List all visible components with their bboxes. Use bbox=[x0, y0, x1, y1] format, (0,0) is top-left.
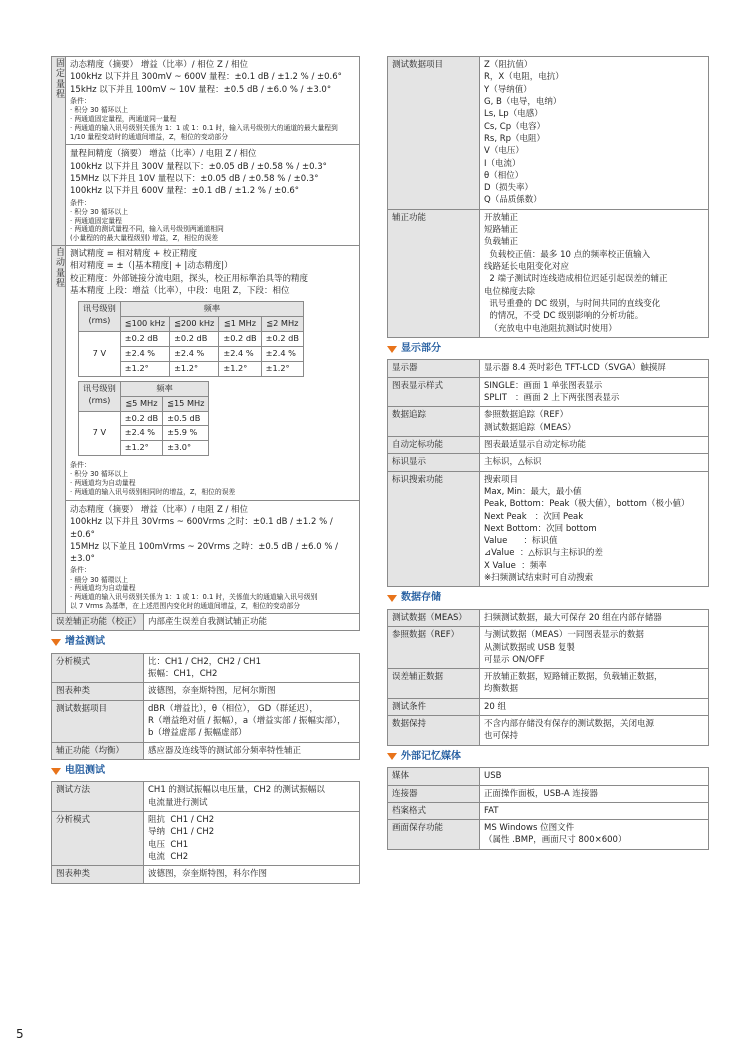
spec-value-line: 正面操作面板，USB-A 连接器 bbox=[484, 788, 598, 799]
external-media-section-heading: 外部记忆媒体 bbox=[387, 750, 709, 765]
spec-label: 辅正功能（均衡） bbox=[52, 742, 144, 759]
triangle-bullet-icon bbox=[51, 639, 61, 646]
spec-value bbox=[144, 683, 360, 700]
fixed-block1-line: 15kHz 以下并且 100mV ~ 10V 量程：±0.5 dB / ±6.0 % / ±3.0° bbox=[70, 84, 332, 95]
level-header: 讯号级别 (rms) bbox=[79, 381, 121, 411]
error-correction-label: 误差辅正功能（校正） bbox=[52, 614, 144, 631]
spec-value-line: 扫频测试数据，最大可保存 20 组在内部存储器 bbox=[484, 612, 662, 623]
external-media-spec-table bbox=[387, 767, 709, 850]
spec-value bbox=[480, 669, 709, 699]
spec-value-line: 感应器及连线等的测试部分频率特性辅正 bbox=[148, 745, 302, 756]
spec-value-line: SPLIT ：画面 2 上下两张图表显示 bbox=[484, 393, 620, 403]
condition-title: 条件： bbox=[70, 96, 91, 105]
spec-value-line: 讯号重叠的 DC 级别，与时间共同的直线变化 bbox=[484, 298, 661, 309]
triangle-bullet-icon bbox=[387, 346, 397, 353]
triangle-bullet-icon bbox=[51, 768, 61, 775]
spec-value bbox=[480, 698, 709, 715]
condition-note: · 两通道的输入讯号级别关係为 1：1 或 1：0.1 时，输入讯号级别大的通道的最大量程到 1/10 量程变动时的通道间增益，Z，相位的变动部分 bbox=[70, 123, 338, 141]
spec-value bbox=[480, 820, 709, 850]
spec-label: 档案格式 bbox=[388, 802, 480, 819]
spec-value-line: I（电流） bbox=[484, 158, 521, 169]
condition-note: · 两通道固定量程 bbox=[70, 216, 122, 225]
spec-value-line: 电压 CH1 bbox=[148, 839, 189, 850]
spec-value-line: θ（相位） bbox=[484, 170, 524, 181]
spec-value-line: 显示器 8.4 英吋彩色 TFT-LCD（SVGA）触摸屏 bbox=[484, 363, 666, 374]
spec-value-line: b（增益虚部 / 振幅虚部） bbox=[148, 728, 247, 739]
spec-label: 画面保存功能 bbox=[388, 820, 480, 850]
accuracy-cell: ±0.2 dB bbox=[120, 332, 169, 347]
spec-value-line: FAT bbox=[484, 805, 499, 816]
spec-value-line: 主标识，△标识 bbox=[484, 457, 542, 468]
auto-range-vertical-text: 自 动 量 程 bbox=[56, 248, 66, 290]
spec-label: 参照数据（REF） bbox=[388, 627, 480, 669]
accuracy-cell: ±2.4 % bbox=[261, 347, 303, 362]
fixed-range-cell bbox=[66, 57, 360, 246]
spec-row bbox=[388, 407, 709, 437]
spec-value-line: 开放辅正数据，短路辅正数据，负载辅正数据， bbox=[484, 672, 663, 683]
condition-note: · 两通道均为自动量程 bbox=[70, 584, 136, 593]
condition-note: · 两通道的输入讯号级别相同时的增益，Z，相位的误差 bbox=[70, 488, 236, 497]
spec-value-line: 不含内部存储没有保存的测试数据，关闭电源 bbox=[484, 719, 655, 730]
auto-block1-line: 校正精度：外部链接分流电阻，探头，校正用标準治具等的精度 bbox=[70, 273, 309, 284]
spec-row bbox=[388, 698, 709, 715]
spec-value-line: MS Windows 位图文件 bbox=[484, 823, 575, 834]
spec-value-line: 参照数据追踪（REF） bbox=[484, 410, 569, 421]
spec-label: 分析模式 bbox=[52, 653, 144, 683]
accuracy-cell: ±0.2 dB bbox=[261, 332, 303, 347]
spec-value-line: G, B（电导，电纳） bbox=[484, 96, 562, 107]
basic-accuracy-table-2 bbox=[78, 381, 209, 456]
spec-value-line: （属性 .BMP，画面尺寸 800×600） bbox=[484, 835, 627, 846]
spec-value-line: 电流 CH2 bbox=[148, 851, 189, 862]
spec-value-line: Q（品质係数） bbox=[484, 195, 542, 206]
spec-value-line: 线路延长电阻变化对应 bbox=[484, 262, 570, 272]
fixed-block2 bbox=[66, 144, 359, 243]
spec-row bbox=[52, 812, 360, 866]
spec-label: 显示器 bbox=[388, 360, 480, 377]
accuracy-cell: ±1.2° bbox=[170, 361, 219, 376]
spec-label: 连接器 bbox=[388, 785, 480, 802]
spec-row bbox=[388, 360, 709, 377]
spec-value bbox=[144, 653, 360, 683]
accuracy-cell: ±2.4 % bbox=[120, 347, 169, 362]
freq-header: 频率 bbox=[120, 381, 209, 396]
accuracy-cell: ±0.5 dB bbox=[163, 411, 209, 426]
storage-section-heading: 数据存储 bbox=[387, 591, 709, 606]
spec-value-line: 比：CH1 / CH2，CH2 / CH1 bbox=[148, 656, 261, 667]
auto-range-cell bbox=[66, 246, 360, 614]
auto-block1-line: 测试精度 = 相对精度 + 校正精度 bbox=[70, 249, 198, 260]
auto-block2-line: 100kHz 以下并且 30Vrms ~ 600Vrms 之时：±0.1 dB / ±1.2 % / ±0.6° bbox=[70, 517, 333, 540]
gain-section-heading: 增益测试 bbox=[51, 635, 360, 650]
spec-value-line: 20 组 bbox=[484, 701, 507, 712]
freq-col-header: ≦5 MHz bbox=[120, 396, 162, 411]
spec-row bbox=[52, 742, 360, 759]
right-column bbox=[387, 56, 709, 850]
freq-header: 频率 bbox=[120, 302, 303, 317]
spec-row bbox=[388, 471, 709, 587]
condition-title: 条件： bbox=[70, 566, 91, 575]
condition-note: 以 7 Vrms 為基準，在上述范围内变化时的通道间增益，Z，相位的变动部分 bbox=[70, 602, 301, 611]
spec-value bbox=[144, 782, 360, 812]
spec-value bbox=[480, 768, 709, 785]
condition-title: 条件： bbox=[70, 461, 91, 470]
auto-block1-line: 基本精度 上段：增益（比率），中段：电阻 Z，下段：相位 bbox=[70, 286, 290, 297]
spec-label: 分析模式 bbox=[52, 812, 144, 866]
condition-note: · 两通道的测试量程不同，输入讯号级别两通道相同 bbox=[70, 225, 224, 234]
spec-value bbox=[480, 57, 709, 210]
left-column bbox=[51, 56, 360, 884]
accuracy-cell: ±1.2° bbox=[219, 361, 261, 376]
fixed-block2-title: 量程间精度（摘要） 增益（比率）/ 电阻 Z / 相位 bbox=[70, 149, 257, 160]
spec-value-line: 也可保持 bbox=[484, 731, 519, 742]
condition-note: · 积分 30 循环以上 bbox=[70, 470, 129, 479]
gain-spec-table bbox=[51, 653, 360, 760]
spec-row bbox=[52, 866, 360, 883]
freq-col-header: ≦200 kHz bbox=[170, 317, 219, 332]
accuracy-cell: ±3.0° bbox=[163, 441, 209, 456]
spec-value-line: V（电压） bbox=[484, 146, 524, 157]
spec-label: 测试数据（MEAS） bbox=[388, 609, 480, 626]
spec-value-line: ⊿Value ：△标识与主标识的差 bbox=[484, 548, 603, 559]
spec-row bbox=[388, 820, 709, 850]
spec-value bbox=[480, 377, 709, 407]
spec-label: 图表种类 bbox=[52, 866, 144, 883]
spec-row bbox=[388, 57, 709, 210]
spec-row bbox=[388, 454, 709, 471]
spec-value-line: Peak, Bottom：Peak（极大値），bottom（极小値） bbox=[484, 499, 690, 510]
auto-range-label bbox=[52, 246, 66, 614]
fixed-block2-line: 100kHz 以下并且 300V 量程以下：±0.05 dB / ±0.58 % / ±0.3° bbox=[70, 161, 327, 172]
spec-row bbox=[52, 683, 360, 700]
spec-label: 媒体 bbox=[388, 768, 480, 785]
level-value: 7 V bbox=[79, 411, 121, 456]
storage-spec-table bbox=[387, 609, 709, 746]
spec-value-line: 短路辅正 bbox=[484, 225, 519, 236]
accuracy-cell: ±2.4 % bbox=[120, 426, 162, 441]
fixed-block1-title: 动态精度（摘要） 增益（比率）/ 相位 Z / 相位 bbox=[70, 60, 249, 70]
spec-value-line: 波德图，奈奎斯特图，科尔作图 bbox=[148, 869, 268, 880]
accuracy-cell: ±5.9 % bbox=[163, 426, 209, 441]
spec-value-line: D（损失率） bbox=[484, 183, 534, 194]
fixed-block1-line: 100kHz 以下并且 300mV ~ 600V 量程：±0.1 dB / ±1.2 % / ±0.6° bbox=[70, 72, 342, 83]
spec-value-line: USB bbox=[484, 771, 502, 782]
spec-value-line: Next Bottom：次回 bottom bbox=[484, 523, 597, 534]
freq-col-header: ≦1 MHz bbox=[219, 317, 261, 332]
spec-value-line: Value ：标识值 bbox=[484, 536, 558, 547]
spec-value-line: 与测试数据（MEAS）一同图表显示的数据 bbox=[484, 630, 644, 641]
spec-value bbox=[480, 785, 709, 802]
spec-value bbox=[480, 360, 709, 377]
condition-note: · 两通道均为自动量程 bbox=[70, 479, 136, 488]
basic-accuracy-table-1 bbox=[78, 301, 304, 376]
spec-value-line: dBR（增益比），θ（相位）， GD（群延迟）， bbox=[148, 703, 318, 714]
spec-value bbox=[480, 407, 709, 437]
spec-value-line: Z（阻抗值） bbox=[484, 60, 533, 70]
spec-row bbox=[388, 716, 709, 746]
fixed-block2-line: 15MHz 以下并且 10V 量程以下：±0.05 dB / ±0.58 % / ±0.3° bbox=[70, 174, 319, 185]
accuracy-cell: ±2.4 % bbox=[170, 347, 219, 362]
condition-note: · 两通道固定量程，两通道同一量程 bbox=[70, 114, 177, 123]
error-correction-value: 内部產生误差自我测试辅正功能 bbox=[144, 614, 360, 631]
level-value: 7 V bbox=[79, 332, 121, 377]
level-header: 讯号级别 (rms) bbox=[79, 302, 121, 332]
spec-value-line: 开放辅正 bbox=[484, 212, 519, 223]
spec-row bbox=[388, 609, 709, 626]
fixed-range-label bbox=[52, 57, 66, 246]
spec-row bbox=[388, 785, 709, 802]
freq-col-header: ≦100 kHz bbox=[120, 317, 169, 332]
spec-row bbox=[388, 436, 709, 453]
spec-row bbox=[388, 627, 709, 669]
spec-value-line: 电位梯度去除 bbox=[484, 286, 536, 297]
spec-label: 数据保持 bbox=[388, 716, 480, 746]
spec-value-line: 阻抗 CH1 / CH2 bbox=[148, 815, 215, 826]
spec-value bbox=[480, 454, 709, 471]
spec-label: 标识搜索功能 bbox=[388, 471, 480, 587]
spec-value-line: 图表最适显示自动定标功能 bbox=[484, 439, 587, 450]
auto-block2-title: 动态精度（摘要） 增益（比率）/ 电阻 Z / 相位 bbox=[70, 504, 249, 515]
spec-label: 辅正功能 bbox=[388, 209, 480, 337]
condition-note: · 积分 30 循环以上 bbox=[70, 207, 129, 216]
spec-value-line: 波德图，奈奎斯特图，尼柯尔斯图 bbox=[148, 686, 276, 697]
spec-label: 数据追踪 bbox=[388, 407, 480, 437]
spec-value bbox=[144, 742, 360, 759]
spec-value bbox=[144, 812, 360, 866]
spec-value-line: 振幅：CH1，CH2 bbox=[148, 669, 218, 680]
spec-value-line: 可显示 ON/OFF bbox=[484, 654, 545, 665]
spec-value-line: 搜索项目 bbox=[484, 474, 519, 485]
spec-row bbox=[52, 653, 360, 683]
accuracy-cell: ±2.4 % bbox=[219, 347, 261, 362]
spec-value-line: Y（导纳值） bbox=[484, 84, 532, 95]
spec-value bbox=[480, 627, 709, 669]
auto-block2 bbox=[66, 500, 359, 611]
spec-value bbox=[480, 436, 709, 453]
spec-value-line: R，X（电阻，电抗） bbox=[484, 72, 564, 83]
spec-row bbox=[388, 768, 709, 785]
impedance-section-heading: 电阻测试 bbox=[51, 764, 360, 779]
spec-value bbox=[480, 471, 709, 587]
condition-note: · 积分 30 循环以上 bbox=[70, 106, 129, 115]
fixed-block1 bbox=[70, 59, 355, 141]
spec-value-line: 的情况，不受 DC 级别影响的分析功能。 bbox=[484, 311, 644, 322]
triangle-bullet-icon bbox=[387, 595, 397, 602]
accuracy-cell: ±0.2 dB bbox=[219, 332, 261, 347]
spec-value-line: 从测试数据或 USB 复製 bbox=[484, 642, 575, 653]
spec-value-line: Rs, Rp（电阻） bbox=[484, 133, 546, 144]
spec-label: 图表种类 bbox=[52, 683, 144, 700]
page-number: 5 bbox=[16, 1027, 24, 1041]
accuracy-cell: ±1.2° bbox=[261, 361, 303, 376]
spec-label: 图表显示样式 bbox=[388, 377, 480, 407]
spec-value-line: 均衡数据 bbox=[484, 684, 519, 695]
spec-row bbox=[388, 377, 709, 407]
spec-value-line: X Value ：频率 bbox=[484, 560, 547, 571]
accuracy-cell: ±1.2° bbox=[120, 441, 162, 456]
display-section-heading: 显示部分 bbox=[387, 342, 709, 357]
measurement-items-table bbox=[387, 56, 709, 338]
spec-label: 测试数据项目 bbox=[388, 57, 480, 210]
spec-value-line: SINGLE：画面 1 单张图表显示 bbox=[484, 380, 603, 391]
spec-value bbox=[144, 700, 360, 742]
accuracy-cell: ±0.2 dB bbox=[120, 411, 162, 426]
spec-value-line: CH1 的测试振幅以电压量，CH2 的测试振幅以 bbox=[148, 785, 325, 796]
spec-value-line: 电流量进行测试 bbox=[148, 797, 208, 808]
spec-label: 标识显示 bbox=[388, 454, 480, 471]
freq-col-header: ≦15 MHz bbox=[163, 396, 209, 411]
spec-value-line: Ls, Lp（电感） bbox=[484, 109, 543, 120]
condition-note: · 積分 30 循環以上 bbox=[70, 575, 129, 584]
spec-value bbox=[144, 866, 360, 883]
freq-col-header: ≦2 MHz bbox=[261, 317, 303, 332]
spec-value-line: 负载辅正 bbox=[484, 237, 519, 248]
condition-note: · 两通道的输入讯号级别关係为 1：1 或 1：0.1 时，关係值大的通道输入讯号级别 bbox=[70, 593, 318, 602]
spec-value-line: 2 端子测试时连线造成相位迟延引起误差的辅正 bbox=[484, 274, 668, 285]
spec-value-line: 负载校正值：最多 10 点的频率校正值输入 bbox=[484, 249, 651, 260]
spec-row bbox=[52, 782, 360, 812]
auto-block1-line: 相对精度 = ±（|基本精度| + |动态精度|） bbox=[70, 261, 233, 272]
display-spec-table bbox=[387, 359, 709, 587]
spec-label: 误差辅正数据 bbox=[388, 669, 480, 699]
accuracy-cell: ±1.2° bbox=[120, 361, 169, 376]
condition-title: 条件： bbox=[70, 198, 91, 207]
triangle-bullet-icon bbox=[387, 753, 397, 760]
spec-row bbox=[388, 669, 709, 699]
spec-value-line: R（增益绝对值 / 振幅），a（增益实部 / 振幅实部）， bbox=[148, 715, 346, 726]
spec-label: 测试条件 bbox=[388, 698, 480, 715]
spec-value-line: 测试数据追踪（MEAS） bbox=[484, 422, 576, 433]
spec-value-line: Cs, Cp（电容） bbox=[484, 121, 546, 132]
spec-row bbox=[388, 209, 709, 337]
spec-row bbox=[388, 802, 709, 819]
error-correction-table bbox=[51, 614, 360, 631]
spec-value-line: （充放电中电池阻抗测试时使用） bbox=[484, 323, 617, 334]
spec-value bbox=[480, 209, 709, 337]
spec-value bbox=[480, 609, 709, 626]
spec-label: 自动定标功能 bbox=[388, 436, 480, 453]
fixed-block2-line: 100kHz 以下并且 600V 量程：±0.1 dB / ±1.2 % / ±0.6° bbox=[70, 186, 300, 197]
fixed-range-vertical-text: 固 定 量 程 bbox=[56, 59, 66, 101]
condition-note: (小量程的的最大量程级别) 增益，Z，相位的误差 bbox=[70, 234, 219, 243]
spec-label: 测试数据项目 bbox=[52, 700, 144, 742]
spec-value-line: Max, Min：最大，最小値 bbox=[484, 486, 582, 497]
spec-value-line: ※扫频测试结束时可自动搜索 bbox=[484, 573, 594, 584]
spec-value bbox=[480, 802, 709, 819]
spec-label: 测试方法 bbox=[52, 782, 144, 812]
spec-value-line: 导纳 CH1 / CH2 bbox=[148, 827, 215, 838]
auto-block2-line: 15MHz 以下並且 100mVrms ~ 20Vrms 之時：±0.5 dB / ±6.0 % / ±3.0° bbox=[70, 541, 339, 565]
accuracy-cell: ±0.2 dB bbox=[170, 332, 219, 347]
impedance-spec-table bbox=[51, 781, 360, 883]
spec-value bbox=[480, 716, 709, 746]
spec-row bbox=[52, 700, 360, 742]
accuracy-table bbox=[51, 56, 360, 614]
spec-value-line: Next Peak ：次回 Peak bbox=[484, 511, 584, 522]
